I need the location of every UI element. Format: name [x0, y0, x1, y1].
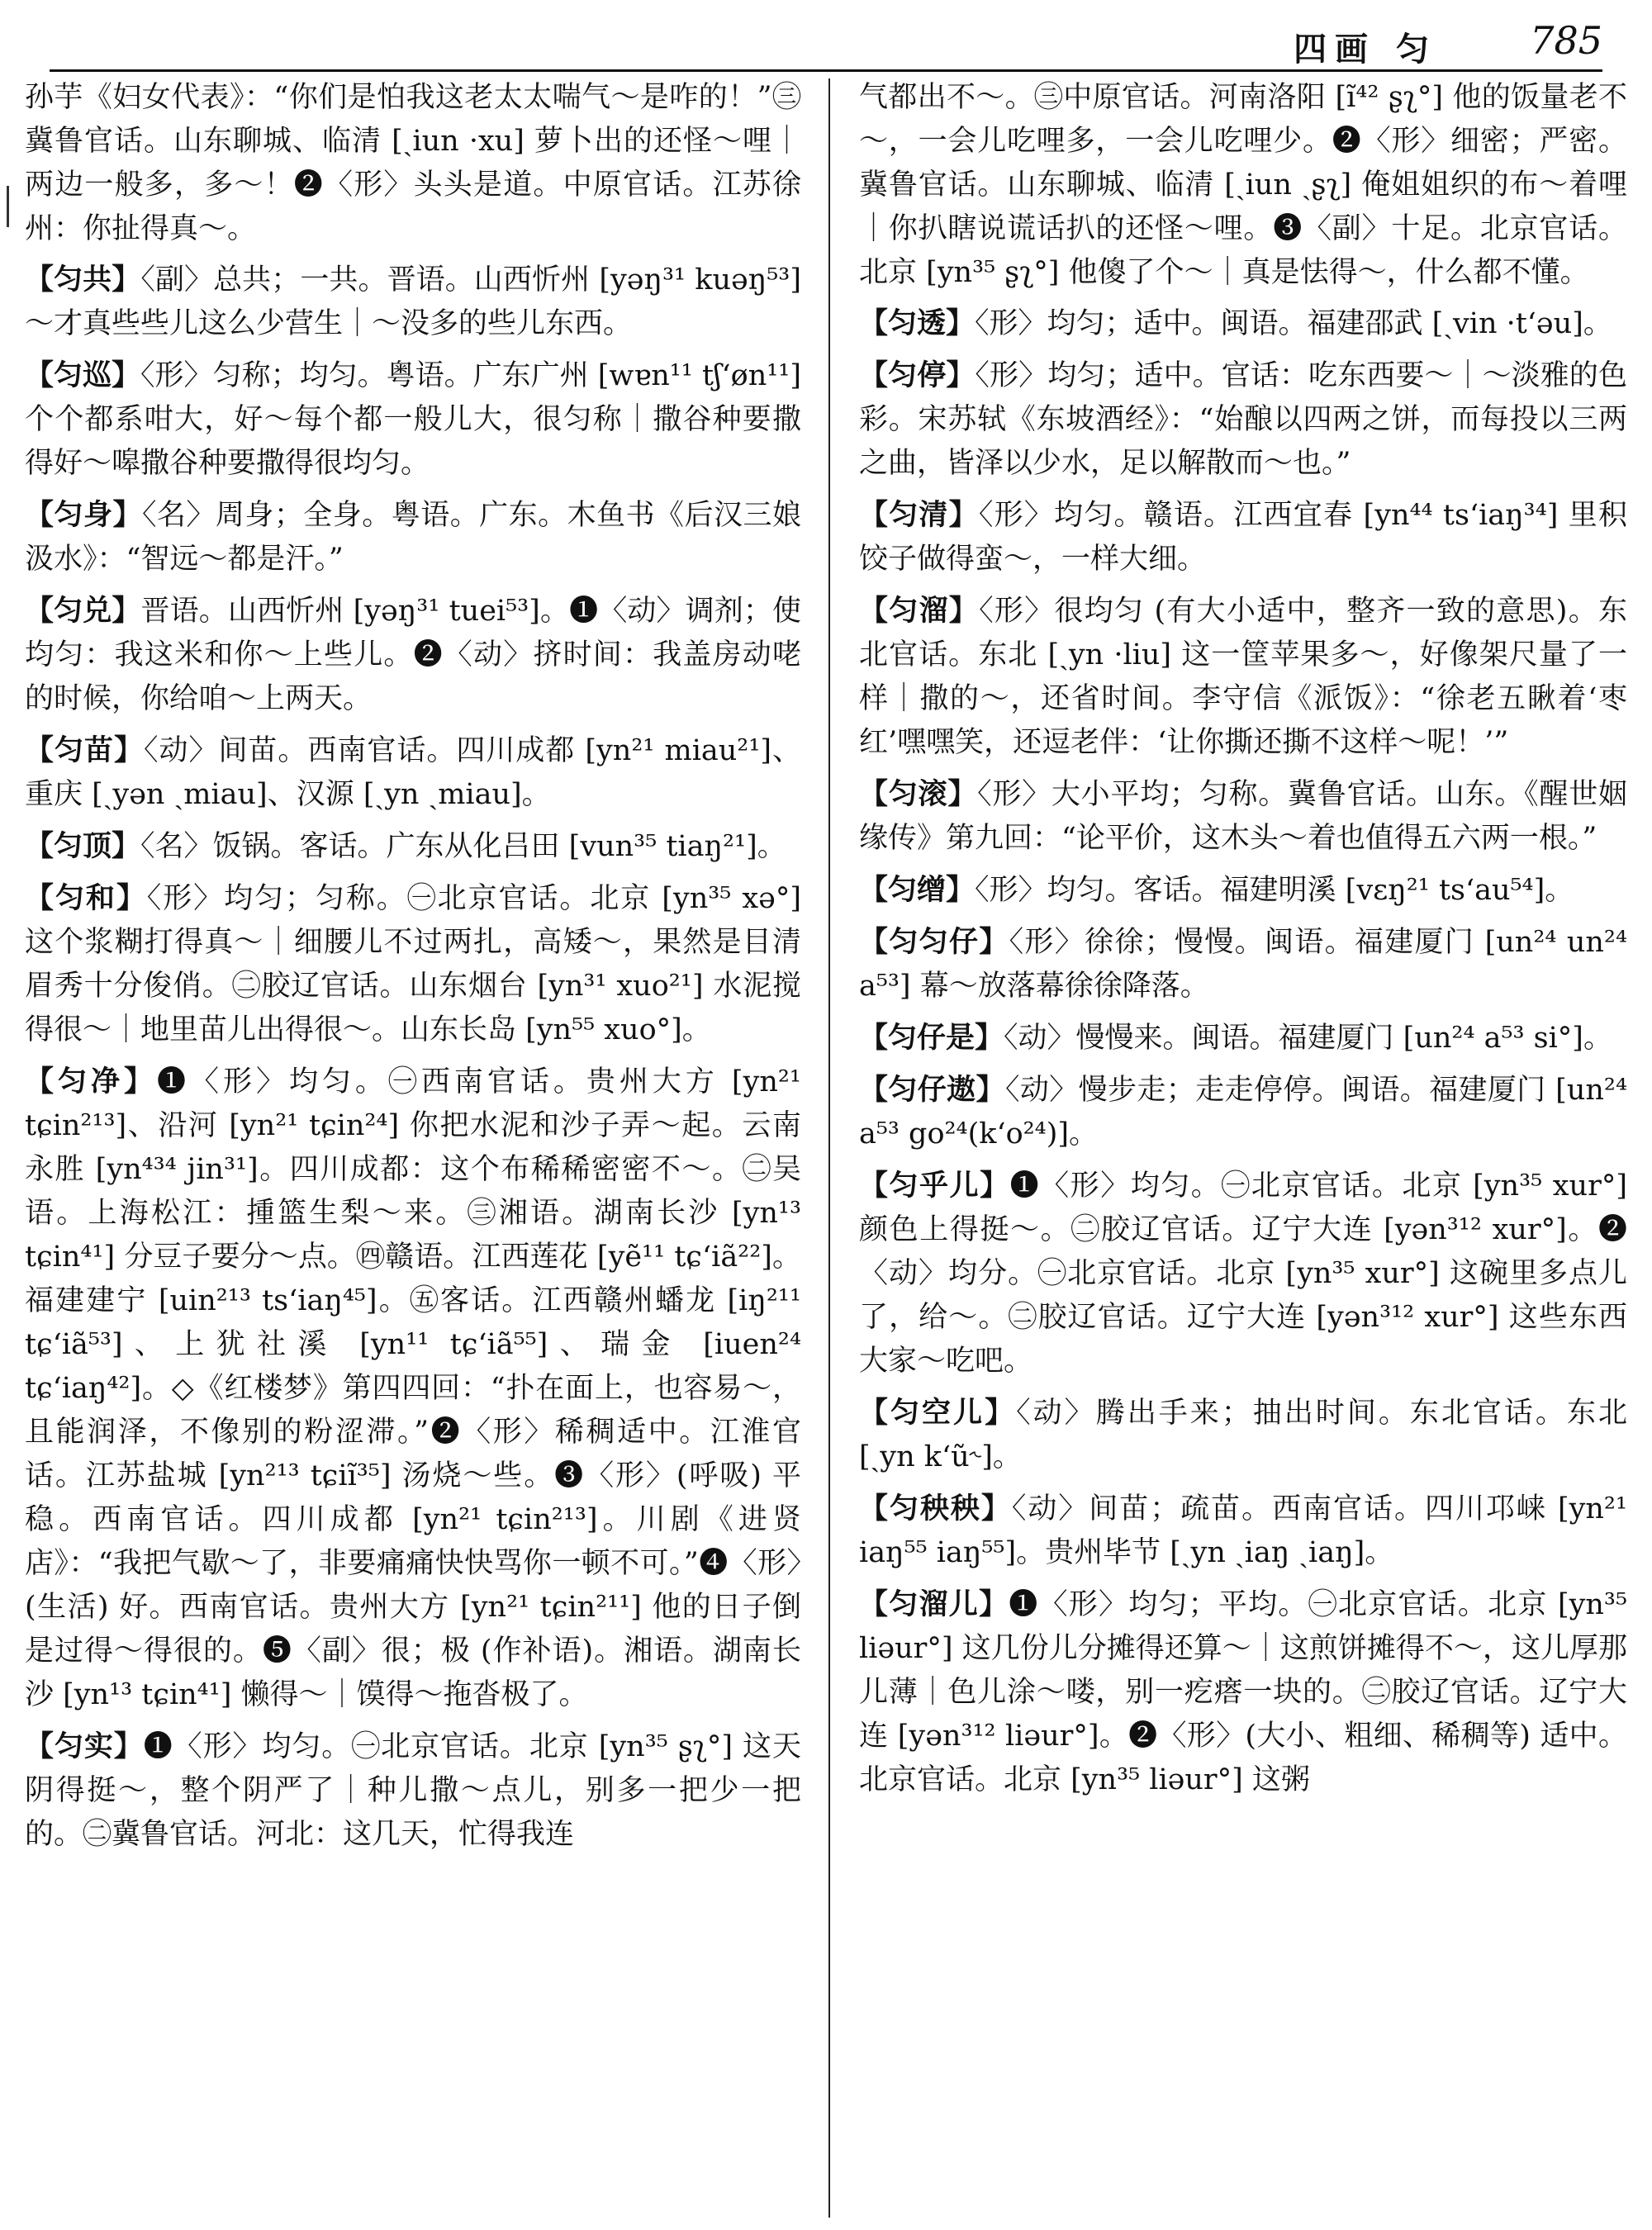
dictionary-entry [859, 589, 1627, 765]
continuation-text: 孙芋《妇女代表》：“你们是怕我这老太太喘气～是咋的！”㊂冀鲁官话。山东聊城、临清 [ˎiun ·xu] 萝卜出的还怪～哩｜两边一般多，多～！❷〈形〉头头是道。中原官话。江苏徐州：你扯得真～。 [25, 81, 801, 245]
dictionary-entry [859, 301, 1627, 346]
dictionary-entry [25, 1060, 801, 1717]
dictionary-entry [859, 1487, 1627, 1575]
entry-headword: 匀巡 [54, 358, 112, 392]
dictionary-entry [25, 1725, 801, 1857]
entry-headword: 匀仔遨 [888, 1073, 976, 1107]
entry-headword: 匀透 [888, 306, 947, 340]
bracket-close: 】 [113, 1729, 144, 1763]
dictionary-entry [25, 728, 801, 817]
dictionary-entry [859, 920, 1627, 1008]
bracket-close: 】 [946, 306, 976, 340]
bracket-open: 【 [859, 1169, 890, 1203]
entry-headword: 匀仔是 [888, 1021, 976, 1055]
entry-list [25, 258, 801, 1857]
dictionary-entry [859, 493, 1627, 581]
bracket-close: 】 [975, 1021, 1004, 1055]
bracket-close: 】 [112, 829, 141, 863]
entry-definition: 〈形〉匀称；均匀。粤语。广东广州 [wɐn¹¹ tʃʻøn¹¹] 个个都系咁大，好～每个都一般儿大，很匀称｜撒谷种要撒得好～嗥撒谷种要撒得很均匀。 [25, 359, 801, 480]
bracket-close: 】 [112, 358, 141, 392]
dictionary-entry [859, 353, 1627, 486]
bracket-open: 【 [25, 498, 55, 532]
entry-definition: ❶〈形〉均匀。㊀北京官话。北京 [yn³⁵ ʂʅ°] 这天阴得挺～，整个阴严了｜种儿撒～点儿，别多一把少一把的。㊁冀鲁官话。河北：这几天，忙得我连 [25, 1730, 801, 1851]
entry-definition: 〈动〉间苗；疏苗。西南官话。四川邛崃 [yn²¹ iaŋ⁵⁵ iaŋ⁵⁵]。贵州毕节 [ˎyn ˎiaŋ ˎiaŋ]。 [859, 1492, 1627, 1569]
entry-headword: 匀溜 [889, 594, 949, 628]
entry-headword: 匀滚 [888, 777, 948, 811]
dictionary-entry [25, 493, 801, 581]
entry-headword: 匀乎儿 [889, 1169, 980, 1203]
entry-definition: 〈名〉饭锅。客话。广东从化吕田 [vun³⁵ tiaŋ²¹]。 [140, 830, 786, 863]
bracket-close: 】 [116, 881, 147, 915]
column-divider [828, 78, 830, 2218]
dictionary-entry [859, 1582, 1627, 1802]
dictionary-entry [25, 824, 801, 869]
bracket-open: 【 [859, 306, 889, 340]
entry-headword: 匀匀仔 [889, 925, 980, 959]
bracket-open: 【 [859, 873, 889, 907]
dictionary-entry [859, 1016, 1627, 1060]
bracket-close: 】 [948, 594, 980, 628]
entry-headword: 匀秧秧 [889, 1492, 981, 1525]
bracket-close: 】 [113, 733, 144, 767]
bracket-open: 【 [25, 1065, 58, 1098]
entry-definition: 〈动〉慢步走；走走停停。闽语。福建厦门 [un²⁴ a⁵³ go²⁴(kʻo²⁴)]。 [859, 1074, 1627, 1151]
bracket-close: 】 [112, 498, 142, 532]
entry-headword: 匀顶 [54, 829, 112, 863]
bracket-open: 【 [859, 498, 890, 532]
bracket-close: 】 [123, 1065, 157, 1098]
bracket-open: 【 [25, 881, 55, 915]
bracket-open: 【 [25, 733, 55, 767]
entry-headword: 匀净 [58, 1065, 124, 1098]
dictionary-entry [25, 353, 801, 486]
bracket-open: 【 [25, 263, 55, 297]
left-column [25, 76, 801, 2215]
bracket-open: 【 [859, 594, 890, 628]
bracket-open: 【 [859, 358, 889, 392]
dictionary-entry [25, 258, 801, 346]
bracket-close: 】 [112, 263, 141, 297]
bracket-close: 】 [980, 1169, 1010, 1203]
entry-definition: 〈动〉腾出手来；抽出时间。东北官话。东北 [ˎyn kʻũ˞]。 [859, 1397, 1627, 1473]
entry-definition: 〈形〉均匀。赣语。江西宜春 [yn⁴⁴ tsʻiaŋ³⁴] 里积饺子做得蛮～，一样大细。 [859, 499, 1627, 576]
dictionary-entry [859, 1391, 1627, 1479]
entry-headword: 匀和 [55, 881, 116, 915]
entry-headword: 匀共 [54, 263, 112, 297]
bracket-open: 【 [859, 1073, 889, 1107]
bracket-open: 【 [859, 1021, 889, 1055]
entry-definition: 晋语。山西忻州 [yəŋ³¹ tuei⁵³]。❶〈动〉调剂；使均匀：我这米和你～上些儿。❷〈动〉挤时间：我盖房动咾的时候，你给咱～上两天。 [25, 595, 801, 715]
entry-headword: 匀缯 [888, 873, 947, 907]
entry-definition: 〈形〉均匀；匀称。㊀北京官话。北京 [yn³⁵ xə°] 这个浆糊打得真～｜细腰儿不过两扎，高矮～，果然是目清眉秀十分俊俏。㊁胶辽官话。山东烟台 [yn³¹ xuo²¹] 水泥搅得很～｜地里苗儿出得很～。山东长岛 [yn⁵⁵ xuo°]。 [25, 882, 801, 1046]
bracket-close: 】 [978, 1587, 1009, 1621]
bracket-open: 【 [25, 829, 55, 863]
bracket-close: 】 [947, 777, 978, 811]
dictionary-entry [859, 1068, 1627, 1156]
entry-headword: 匀苗 [55, 733, 114, 767]
bracket-close: 】 [946, 358, 976, 392]
dictionary-entry [859, 1164, 1627, 1383]
bracket-open: 【 [859, 1396, 891, 1430]
bracket-open: 【 [25, 358, 55, 392]
bracket-close: 】 [985, 1396, 1017, 1430]
bracket-open: 【 [859, 777, 889, 811]
entry-headword: 匀溜儿 [889, 1587, 979, 1621]
bracket-open: 【 [25, 1729, 55, 1763]
bracket-close: 】 [946, 873, 976, 907]
margin-mark [7, 186, 9, 227]
entry-definition: ❶〈形〉均匀。㊀西南官话。贵州大方 [yn²¹ tɕin²¹³]、沿河 [yn²¹ tɕin²⁴] 你把水泥和沙子弄～起。云南永胜 [yn⁴³⁴ jin³¹]。四川成都：这个布稀稀密密不～。㊁吴语。上海松江：揰篮生梨～来。㊂湘语。湖南长沙 [yn¹³ tɕin⁴¹] 分豆子要分～点。㊃赣语。江西莲花 [yẽ¹¹ tɕʻiã²²]。福建建宁 [uin²¹³ tsʻiaŋ⁴⁵]。㊄客话。江西赣州蟠龙 [iŋ²¹¹ tɕʻiã⁵³]、上犹社溪 [yn¹¹ tɕʻiã⁵⁵]、瑞金 [iuen²⁴ tɕʻiaŋ⁴²]。◇《红楼梦》第四四回：“扑在面上，也容易～，且能润泽，不像别的粉涩滞。”❷〈形〉稀稠适中。江淮官话。江苏盐城 [yn²¹³ tɕiĩ³⁵] 汤烧～些。❸〈形〉(呼吸) 平稳。西南官话。四川成都 [yn²¹ tɕin²¹³]。川剧《进贤店》：“我把气歇～了，非要痛痛快快骂你一顿不可。”❹〈形〉(生活) 好。西南官话。贵州大方 [yn²¹ tɕin²¹¹] 他的日子倒是过得～得很的。❺〈副〉很；极 (作补语)。湘语。湖南长沙 [yn¹³ tɕin⁴¹] 懒得～｜馍得～拖沓极了。 [25, 1065, 801, 1711]
page-header [50, 12, 1602, 72]
entry-definition: 〈副〉总共；一共。晋语。山西忻州 [yəŋ³¹ kuəŋ⁵³] ～才真些些儿这么少营生｜～没多的些儿东西。 [25, 263, 801, 340]
bracket-close: 】 [112, 594, 141, 628]
entry-headword: 匀停 [888, 358, 947, 392]
entry-definition: 〈形〉徐徐；慢慢。闽语。福建厦门 [un²⁴ un²⁴ a⁵³] 幕～放落幕徐徐降落。 [859, 926, 1627, 1003]
entry-list [859, 301, 1627, 1802]
entry-definition: 〈动〉间苗。西南官话。四川成都 [yn²¹ miau²¹]、重庆 [ˎyən ˎmiau]、汉源 [ˎyn ˎmiau]。 [25, 734, 801, 811]
entry-definition: 〈形〉均匀；适中。闽语。福建邵武 [ˎvin ·tʻəu]。 [975, 307, 1612, 340]
entry-definition: ❶〈形〉均匀；平均。㊀北京官话。北京 [yn³⁵ liəur°] 这几份儿分摊得还算～｜这煎饼摊得不～，这儿厚那儿薄｜色儿涂～喽，别一疙瘩一块的。㊁胶辽官话。辽宁大连 [yən³¹² liəur°]。❷〈形〉(大小、粗细、稀稠等) 适中。北京官话。北京 [yn³⁵ liəur°] 这粥 [859, 1588, 1627, 1796]
entry-definition: 〈形〉均匀。客话。福建明溪 [vɛŋ²¹ tsʻau⁵⁴]。 [975, 874, 1574, 907]
bracket-close: 】 [980, 1492, 1012, 1525]
dictionary-entry [859, 868, 1627, 913]
entry-definition: 〈名〉周身；全身。粤语。广东。木鱼书《后汉三娘汲水》：“智远～都是汗。” [25, 499, 801, 576]
entry-headword: 匀实 [54, 1729, 114, 1763]
bracket-close: 】 [976, 1073, 1005, 1107]
bracket-close: 】 [948, 498, 979, 532]
page-number: 785 [1530, 18, 1602, 63]
entry-definition: 〈动〉慢慢来。闽语。福建厦门 [un²⁴ a⁵³ si°]。 [1004, 1022, 1612, 1055]
bracket-open: 【 [859, 925, 890, 959]
section-title: 四画 匀 [1294, 30, 1437, 69]
entry-definition: 〈形〉均匀；适中。官话：吃东西要～｜～淡雅的色彩。宋苏轼《东坡酒经》：“始酿以四两之饼，而每投以三两之曲，皆泽以少水，足以解散而～也。” [859, 359, 1627, 480]
entry-definition: 〈形〉大小平均；匀称。冀鲁官话。山东。《醒世姻缘传》第九回：“论平价，这木头～着也值得五六两一根。” [859, 778, 1627, 855]
entry-headword: 匀兑 [54, 594, 112, 628]
bracket-open: 【 [25, 594, 55, 628]
entry-definition: 〈形〉很均匀 (有大小适中，整齐一致的意思)。东北官话。东北 [ˎyn ·liu] 这一筐苹果多～，好像架尺量了一样｜撒的～，还省时间。李守信《派饭》：“徐老五瞅着‘枣红’嘿嘿笑，还逗老伴：‘让你撕还撕不这样～呢！’” [859, 595, 1627, 759]
bracket-close: 】 [979, 925, 1009, 959]
continuation-text: 气都出不～。㊂中原官话。河南洛阳 [ĩ⁴² ʂʅ°] 他的饭量老不～，一会儿吃哩多，一会儿吃哩少。❷〈形〉细密；严密。冀鲁官话。山东聊城、临清 [ˎiun ˎʂʅ] 俺姐姐织的布～着哩｜你扒瞎说谎话扒的还怪～哩。❸〈副〉十足。北京官话。北京 [yn³⁵ ʂʅ°] 他傻了个～｜真是怯得～，什么都不懂。 [859, 81, 1627, 289]
entry-headword: 匀空儿 [890, 1396, 985, 1430]
right-column [859, 76, 1627, 2215]
bracket-open: 【 [859, 1492, 890, 1525]
bracket-open: 【 [859, 1587, 890, 1621]
entry-definition: ❶〈形〉均匀。㊀北京官话。北京 [yn³⁵ xur°] 颜色上得挺～。㊁胶辽官话。辽宁大连 [yən³¹² xur°]。❷〈动〉均分。㊀北京官话。北京 [yn³⁵ xur°] 这碗里多点儿了，给～。㊁胶辽官话。辽宁大连 [yən³¹² xur°] 这些东西大家～吃吧。 [859, 1170, 1627, 1378]
dictionary-entry [859, 772, 1627, 861]
dictionary-entry [25, 589, 801, 721]
dictionary-entry [25, 876, 801, 1052]
entry-headword: 匀身 [54, 498, 113, 532]
entry-headword: 匀清 [889, 498, 949, 532]
